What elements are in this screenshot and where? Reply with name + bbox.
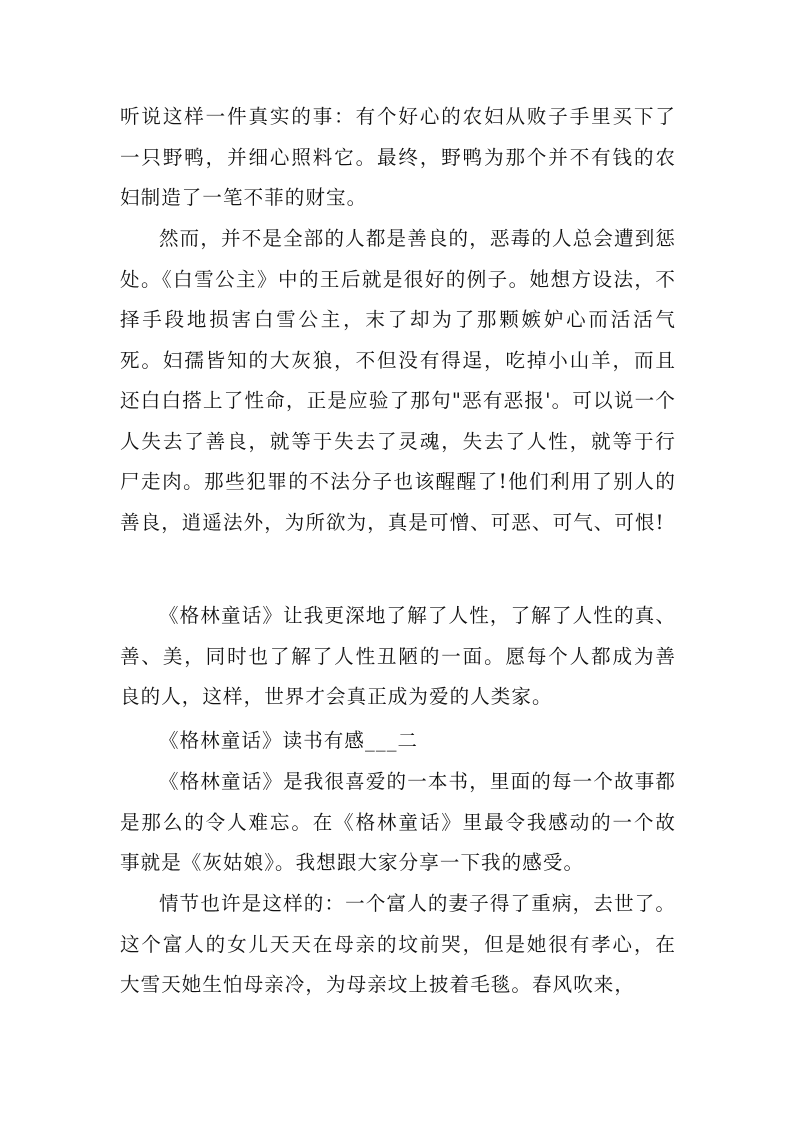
paragraph-evil-punished: 然而，并不是全部的人都是善良的，恶毒的人总会遭到惩处。《白雪公主》中的王后就是很好的例子。她想方设法，不择手段地损害白雪公主，末了却为了那颗嫉妒心而活活气死。妇孺皆知的大灰狼，不但没有得逞，吃掉小山羊，而且还白白搭上了性命，正是应验了那句"恶有恶报'。可以说一个人失去了善良，就等于失去了灵魂，失去了人性，就等于行尸走肉。那些犯罪的不法分子也该醒醒了!他们利用了别人的善良，逍遥法外，为所欲为，真是可憎、可恶、可气、可恨! <box>120 227 676 534</box>
section-heading-reading-notes-two: 《格林童话》读书有感___二 <box>159 729 419 752</box>
paragraph-cinderella-plot: 情节也许是这样的：一个富人的妻子得了重病，去世了。这个富人的女儿天天在母亲的坟前哭，但是她很有孝心，在大雪天她生怕母亲冷，为母亲坟上披着毛毯。春风吹来， <box>120 892 676 996</box>
paragraph-favorite-book: 《格林童话》是我很喜爱的一本书，里面的每一个故事都是那么的令人难忘。在《格林童话》里最令我感动的一个故事就是《灰姑娘》。我想跟大家分享一下我的感受。 <box>120 770 676 874</box>
paragraph-human-nature: 《格林童话》让我更深地了解了人性，了解了人性的真、善、美，同时也了解了人性丑陋的一面。愿每个人都成为善良的人，这样，世界才会真正成为爱的人类家。 <box>120 604 676 708</box>
paragraph-farmwife-duck: 听说这样一件真实的事：有个好心的农妇从败子手里买下了一只野鸭，并细心照料它。最终，野鸭为那个并不有钱的农妇制造了一笔不菲的财宝。 <box>120 105 676 209</box>
